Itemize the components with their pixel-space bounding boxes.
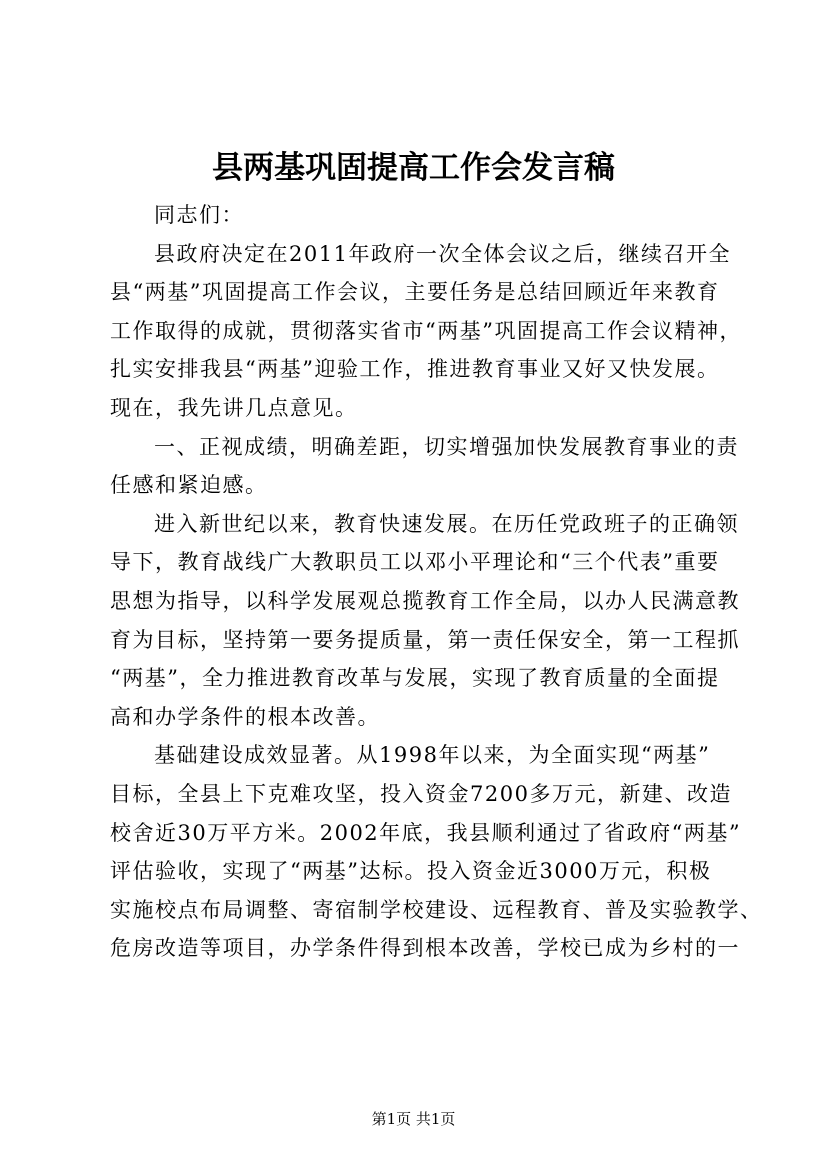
text-line: 县政府决定在2011年政府一次全体会议之后，继续召开全: [154, 241, 731, 266]
text-line: 工作取得的成就，贯彻落实省市“两基”巩固提高工作会议精神，: [110, 318, 742, 343]
text-line: 导下，教育战线广大教职员工以邓小平理论和“三个代表”重要: [110, 550, 720, 575]
text-line: 实施校点布局调整、寄宿制学校建设、远程教育、普及实验教学、: [110, 897, 763, 922]
page-number-footer: 第1页 共1页: [371, 1110, 456, 1128]
text-line: “两基”，全力推进教育改革与发展，实现了教育质量的全面提: [110, 666, 720, 691]
text-line: 目标，全县上下克难攻坚，投入资金7200多万元，新建、改造: [110, 781, 732, 806]
text-line: 评估验收，实现了“两基”达标。投入资金近3000万元，积极: [110, 859, 712, 884]
text-line: 进入新世纪以来，教育快速发展。在历任党政班子的正确领: [154, 511, 739, 536]
text-line: 育为目标，坚持第一要务提质量，第一责任保安全，第一工程抓: [110, 627, 740, 652]
text-line: 高和办学条件的根本改善。: [110, 704, 380, 729]
text-line: 基础建设成效显著。从1998年以来，为全面实现“两基”: [154, 743, 711, 768]
text-line: 一、正视成绩，明确差距，切实增强加快发展教育事业的责: [154, 434, 739, 459]
text-line: 扎实安排我县“两基”迎验工作，推进教育事业又好又快发展。: [110, 357, 720, 382]
text-line: 现在，我先讲几点意见。: [110, 395, 358, 420]
text-line: 任感和紧迫感。: [110, 473, 268, 498]
text-line: 校舍近30万平方米。2002年底，我县顺利通过了省政府“两基”: [110, 820, 742, 845]
text-line: 思想为指导，以科学发展观总揽教育工作全局，以办人民满意教: [110, 588, 740, 613]
document-title: 县两基巩固提高工作会发言稿: [212, 150, 615, 186]
document-body: [110, 196, 763, 968]
text-line: 同志们：: [154, 203, 244, 227]
text-line: 县“两基”巩固提高工作会议，主要任务是总结回顾近年来教育: [110, 280, 720, 305]
text-line: 危房改造等项目，办学条件得到根本改善，学校已成为乡村的一: [110, 936, 740, 961]
